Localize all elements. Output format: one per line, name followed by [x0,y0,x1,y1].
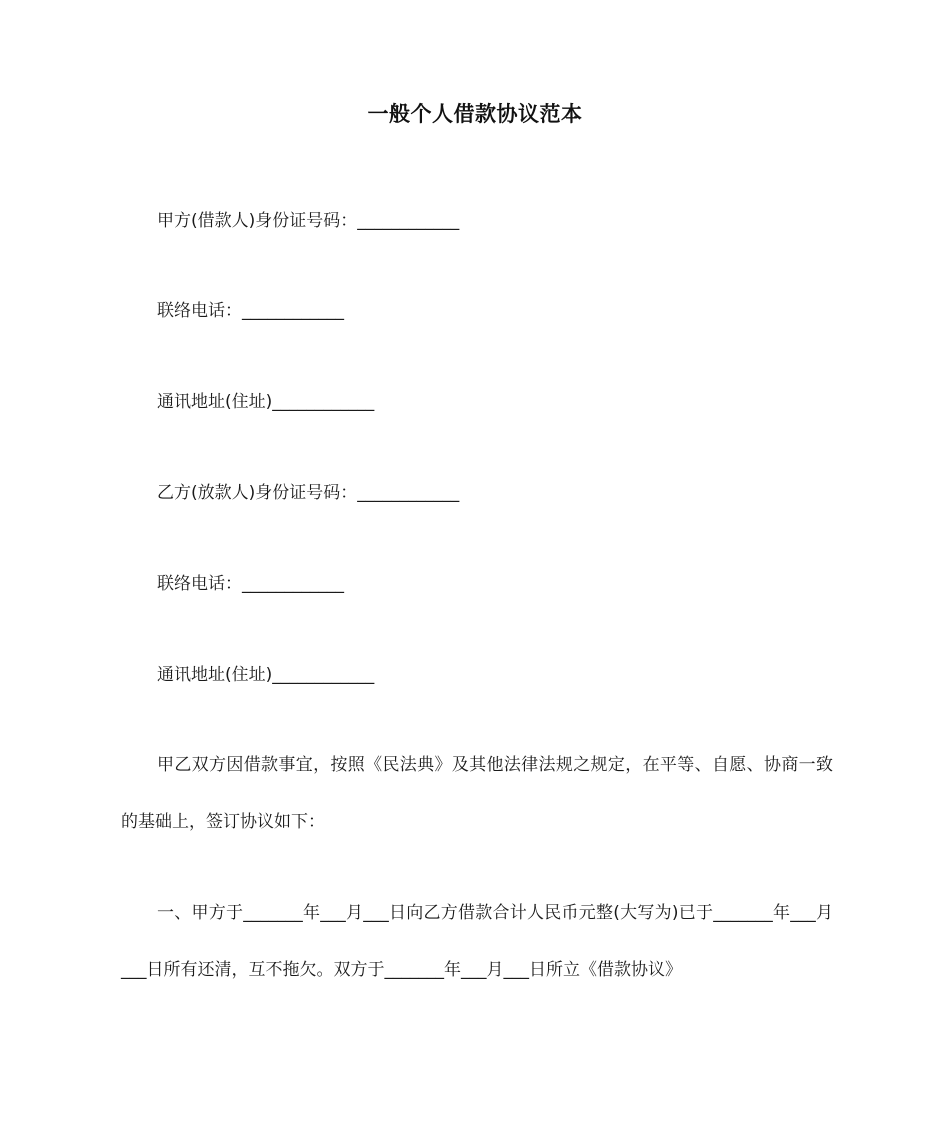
party-b-phone-field: 联络电话：____________ [157,574,344,594]
party-b-id-field: 乙方(放款人)身份证号码：____________ [157,483,460,503]
document-title: 一般个人借款协议范本 [367,102,583,126]
party-a-address-field: 通讯地址(住址)____________ [157,392,375,412]
party-b-address-field: 通讯地址(住址)____________ [157,665,375,685]
party-a-id-field: 甲方(借款人)身份证号码：____________ [157,211,460,231]
party-a-phone-field: 联络电话：____________ [157,301,344,321]
clause-1-paragraph: 一、甲方于_______年___月___日向乙方借款合计人民币元整(大写为)已于_______年___月___日所有还清，互不拖欠。双方于_______年___月___日所立《借款协议》 [121,903,833,980]
intro-paragraph: 甲乙双方因借款事宜，按照《民法典》及其他法律法规之规定，在平等、自愿、协商一致的基础上，签订协议如下： [121,755,833,832]
